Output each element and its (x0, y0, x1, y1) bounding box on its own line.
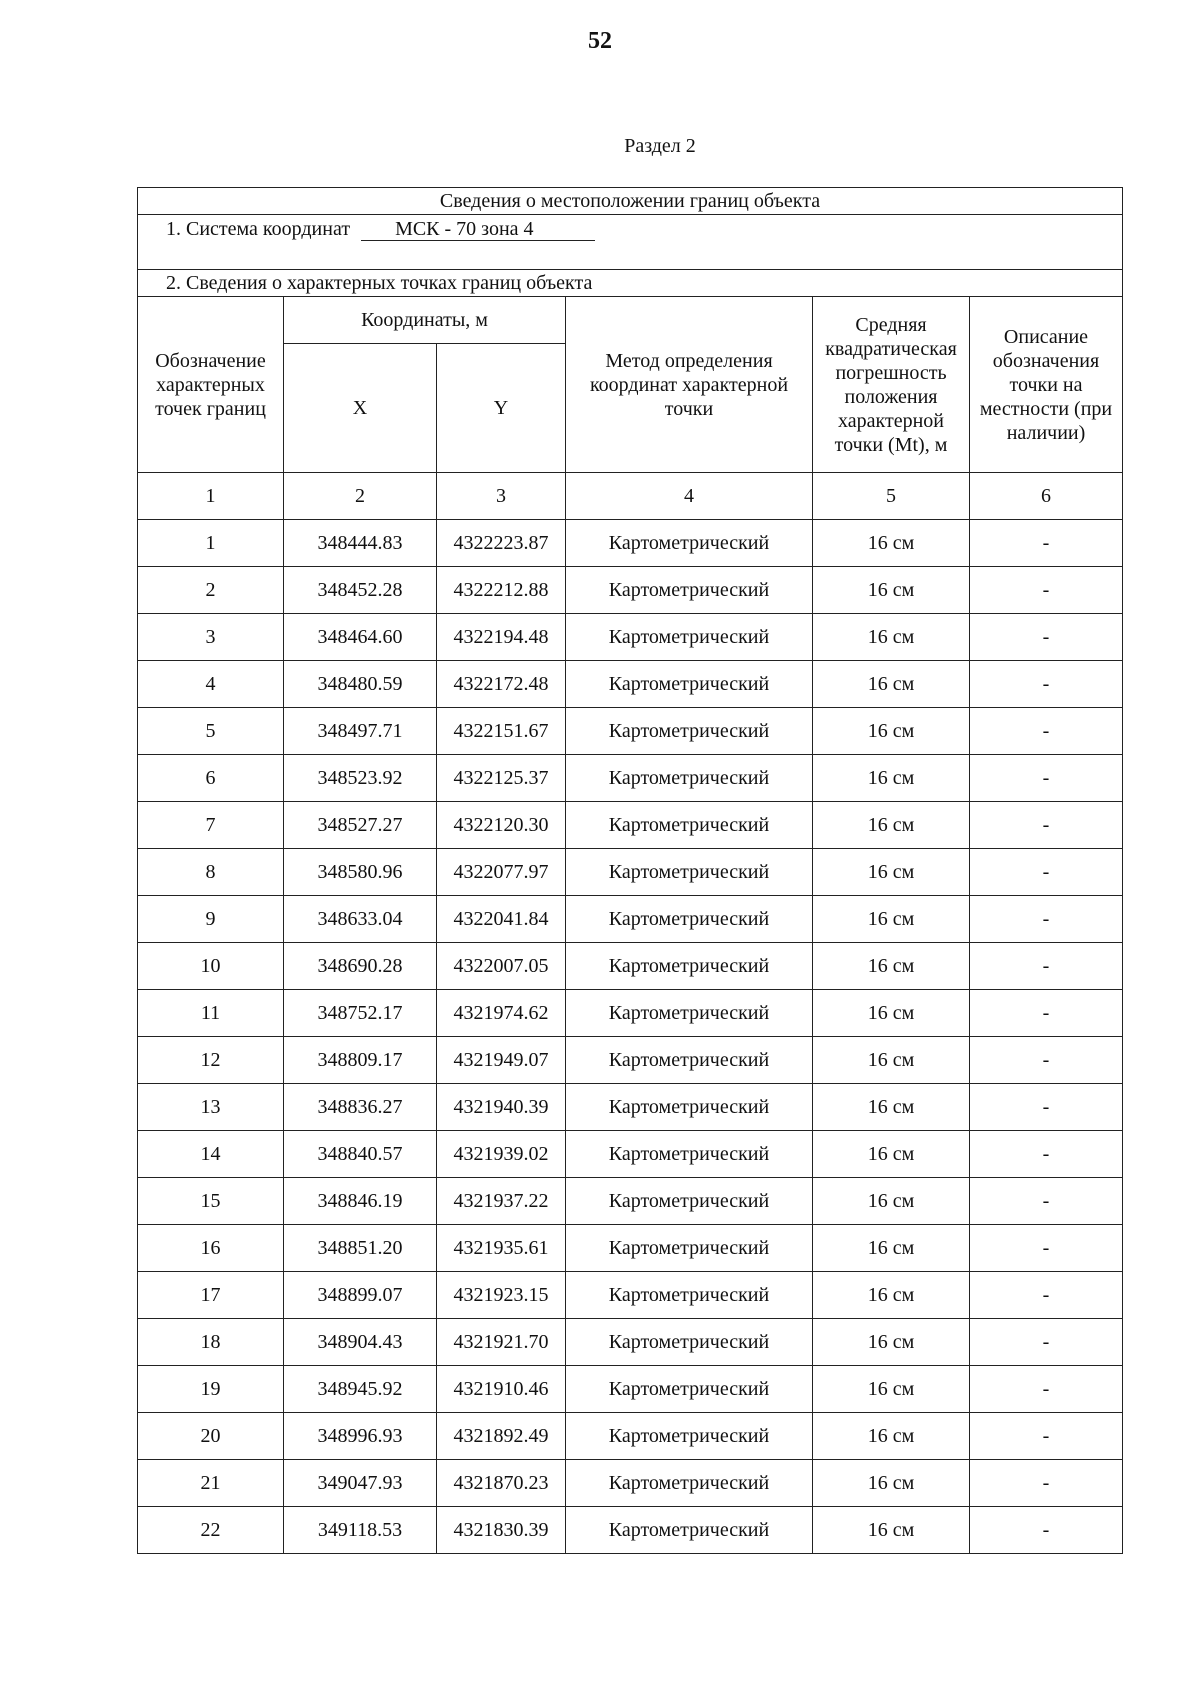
header-method: Метод определения координат характерной точки (566, 297, 813, 473)
y-coordinate-cell: 4322125.37 (437, 755, 566, 802)
error-cell: 16 см (813, 849, 970, 896)
coordinate-system-label: 1. Система координат (166, 218, 351, 240)
error-cell: 16 см (813, 755, 970, 802)
table-row (138, 990, 1123, 1037)
method-cell: Картометрический (566, 661, 813, 708)
error-cell: 16 см (813, 1507, 970, 1554)
y-coordinate-cell: 4322172.48 (437, 661, 566, 708)
error-cell: 16 см (813, 943, 970, 990)
page-number: 52 (588, 28, 612, 54)
y-coordinate-cell: 4321939.02 (437, 1131, 566, 1178)
table-row (138, 567, 1123, 614)
method-cell: Картометрический (566, 1131, 813, 1178)
x-coordinate-cell: 348840.57 (284, 1131, 437, 1178)
x-coordinate-cell: 348464.60 (284, 614, 437, 661)
points-heading-row (138, 270, 1123, 297)
description-cell: - (970, 1460, 1123, 1507)
description-cell: - (970, 802, 1123, 849)
header-y: Y (437, 344, 566, 473)
error-cell: 16 см (813, 1178, 970, 1225)
table-row (138, 1037, 1123, 1084)
description-cell: - (970, 614, 1123, 661)
y-coordinate-cell: 4321921.70 (437, 1319, 566, 1366)
boundary-table (137, 187, 1123, 1554)
point-id-cell: 5 (138, 708, 284, 755)
method-cell: Картометрический (566, 990, 813, 1037)
method-cell: Картометрический (566, 1084, 813, 1131)
table-row (138, 896, 1123, 943)
method-cell: Картометрический (566, 1178, 813, 1225)
point-id-cell: 3 (138, 614, 284, 661)
error-cell: 16 см (813, 1366, 970, 1413)
x-coordinate-cell: 348899.07 (284, 1272, 437, 1319)
y-coordinate-cell: 4321830.39 (437, 1507, 566, 1554)
error-cell: 16 см (813, 1225, 970, 1272)
point-id-cell: 12 (138, 1037, 284, 1084)
x-coordinate-cell: 348527.27 (284, 802, 437, 849)
x-coordinate-cell: 348904.43 (284, 1319, 437, 1366)
point-id-cell: 10 (138, 943, 284, 990)
description-cell: - (970, 1319, 1123, 1366)
method-cell: Картометрический (566, 1413, 813, 1460)
column-numbers-row (138, 473, 1123, 520)
y-coordinate-cell: 4321949.07 (437, 1037, 566, 1084)
y-coordinate-cell: 4322223.87 (437, 520, 566, 567)
y-coordinate-cell: 4321940.39 (437, 1084, 566, 1131)
table-row (138, 1319, 1123, 1366)
error-cell: 16 см (813, 614, 970, 661)
method-cell: Картометрический (566, 1272, 813, 1319)
method-cell: Картометрический (566, 849, 813, 896)
y-coordinate-cell: 4322077.97 (437, 849, 566, 896)
header-row-1 (138, 297, 1123, 344)
table-row (138, 661, 1123, 708)
description-cell: - (970, 1037, 1123, 1084)
x-coordinate-cell: 348690.28 (284, 943, 437, 990)
table-title-row (138, 188, 1123, 215)
method-cell: Картометрический (566, 1460, 813, 1507)
table-row (138, 1084, 1123, 1131)
header-designation: Обозначение характерных точек границ (138, 297, 284, 473)
description-cell: - (970, 567, 1123, 614)
point-id-cell: 16 (138, 1225, 284, 1272)
error-cell: 16 см (813, 1272, 970, 1319)
error-cell: 16 см (813, 661, 970, 708)
method-cell: Картометрический (566, 802, 813, 849)
method-cell: Картометрический (566, 708, 813, 755)
error-cell: 16 см (813, 1084, 970, 1131)
method-cell: Картометрический (566, 1225, 813, 1272)
table-row (138, 1413, 1123, 1460)
x-coordinate-cell: 348444.83 (284, 520, 437, 567)
y-coordinate-cell: 4321935.61 (437, 1225, 566, 1272)
table-row (138, 1131, 1123, 1178)
error-cell: 16 см (813, 567, 970, 614)
point-id-cell: 20 (138, 1413, 284, 1460)
description-cell: - (970, 708, 1123, 755)
description-cell: - (970, 1413, 1123, 1460)
y-coordinate-cell: 4321974.62 (437, 990, 566, 1037)
description-cell: - (970, 755, 1123, 802)
method-cell: Картометрический (566, 1037, 813, 1084)
point-id-cell: 11 (138, 990, 284, 1037)
x-coordinate-cell: 348836.27 (284, 1084, 437, 1131)
description-cell: - (970, 520, 1123, 567)
method-cell: Картометрический (566, 896, 813, 943)
method-cell: Картометрический (566, 614, 813, 661)
header-description: Описание обозначения точки на местности (при наличии) (970, 297, 1123, 473)
x-coordinate-cell: 348633.04 (284, 896, 437, 943)
point-id-cell: 9 (138, 896, 284, 943)
method-cell: Картометрический (566, 1507, 813, 1554)
x-coordinate-cell: 348480.59 (284, 661, 437, 708)
y-coordinate-cell: 4322007.05 (437, 943, 566, 990)
table-row (138, 1366, 1123, 1413)
point-id-cell: 2 (138, 567, 284, 614)
point-id-cell: 18 (138, 1319, 284, 1366)
section-title: Раздел 2 (624, 135, 696, 157)
table-row (138, 1178, 1123, 1225)
table-row (138, 1225, 1123, 1272)
description-cell: - (970, 1272, 1123, 1319)
table-row (138, 802, 1123, 849)
point-id-cell: 17 (138, 1272, 284, 1319)
point-id-cell: 13 (138, 1084, 284, 1131)
y-coordinate-cell: 4321870.23 (437, 1460, 566, 1507)
method-cell: Картометрический (566, 755, 813, 802)
y-coordinate-cell: 4322041.84 (437, 896, 566, 943)
point-id-cell: 21 (138, 1460, 284, 1507)
description-cell: - (970, 849, 1123, 896)
column-number: 6 (970, 473, 1123, 520)
column-number: 2 (284, 473, 437, 520)
y-coordinate-cell: 4321892.49 (437, 1413, 566, 1460)
points-heading: 2. Сведения о характерных точках границ объекта (138, 270, 1123, 297)
table-row (138, 708, 1123, 755)
description-cell: - (970, 661, 1123, 708)
point-id-cell: 19 (138, 1366, 284, 1413)
x-coordinate-cell: 348497.71 (284, 708, 437, 755)
y-coordinate-cell: 4321910.46 (437, 1366, 566, 1413)
table-row (138, 1507, 1123, 1554)
error-cell: 16 см (813, 802, 970, 849)
description-cell: - (970, 1225, 1123, 1272)
table-title: Сведения о местоположении границ объекта (138, 188, 1123, 215)
error-cell: 16 см (813, 1413, 970, 1460)
column-number: 3 (437, 473, 566, 520)
point-id-cell: 1 (138, 520, 284, 567)
header-x: X (284, 344, 437, 473)
column-number: 5 (813, 473, 970, 520)
error-cell: 16 см (813, 708, 970, 755)
y-coordinate-cell: 4322151.67 (437, 708, 566, 755)
column-number: 1 (138, 473, 284, 520)
x-coordinate-cell: 348523.92 (284, 755, 437, 802)
point-id-cell: 8 (138, 849, 284, 896)
x-coordinate-cell: 348580.96 (284, 849, 437, 896)
y-coordinate-cell: 4322194.48 (437, 614, 566, 661)
method-cell: Картометрический (566, 1319, 813, 1366)
x-coordinate-cell: 348945.92 (284, 1366, 437, 1413)
error-cell: 16 см (813, 520, 970, 567)
error-cell: 16 см (813, 896, 970, 943)
table-row (138, 755, 1123, 802)
x-coordinate-cell: 348996.93 (284, 1413, 437, 1460)
description-cell: - (970, 943, 1123, 990)
error-cell: 16 см (813, 1131, 970, 1178)
point-id-cell: 22 (138, 1507, 284, 1554)
description-cell: - (970, 1178, 1123, 1225)
x-coordinate-cell: 348752.17 (284, 990, 437, 1037)
column-number: 4 (566, 473, 813, 520)
table-row (138, 520, 1123, 567)
description-cell: - (970, 1366, 1123, 1413)
error-cell: 16 см (813, 1319, 970, 1366)
header-coordinates: Координаты, м (284, 297, 566, 344)
error-cell: 16 см (813, 990, 970, 1037)
coordinate-system-value: МСК - 70 зона 4 (361, 219, 595, 241)
table-row (138, 1272, 1123, 1319)
point-id-cell: 6 (138, 755, 284, 802)
y-coordinate-cell: 4321923.15 (437, 1272, 566, 1319)
table-row (138, 614, 1123, 661)
y-coordinate-cell: 4322120.30 (437, 802, 566, 849)
description-cell: - (970, 990, 1123, 1037)
error-cell: 16 см (813, 1037, 970, 1084)
x-coordinate-cell: 349118.53 (284, 1507, 437, 1554)
x-coordinate-cell: 348452.28 (284, 567, 437, 614)
x-coordinate-cell: 348851.20 (284, 1225, 437, 1272)
point-id-cell: 15 (138, 1178, 284, 1225)
header-error: Средняя квадратическая погрешность положения характерной точки (Mt), м (813, 297, 970, 473)
point-id-cell: 14 (138, 1131, 284, 1178)
x-coordinate-cell: 348846.19 (284, 1178, 437, 1225)
table-row (138, 943, 1123, 990)
description-cell: - (970, 896, 1123, 943)
coordinate-system (138, 215, 1123, 270)
description-cell: - (970, 1507, 1123, 1554)
description-cell: - (970, 1084, 1123, 1131)
method-cell: Картометрический (566, 567, 813, 614)
table-row (138, 1460, 1123, 1507)
table-row (138, 849, 1123, 896)
y-coordinate-cell: 4322212.88 (437, 567, 566, 614)
method-cell: Картометрический (566, 520, 813, 567)
coordinate-system-row (138, 215, 1123, 270)
error-cell: 16 см (813, 1460, 970, 1507)
method-cell: Картометрический (566, 943, 813, 990)
x-coordinate-cell: 349047.93 (284, 1460, 437, 1507)
point-id-cell: 4 (138, 661, 284, 708)
method-cell: Картометрический (566, 1366, 813, 1413)
description-cell: - (970, 1131, 1123, 1178)
x-coordinate-cell: 348809.17 (284, 1037, 437, 1084)
y-coordinate-cell: 4321937.22 (437, 1178, 566, 1225)
point-id-cell: 7 (138, 802, 284, 849)
